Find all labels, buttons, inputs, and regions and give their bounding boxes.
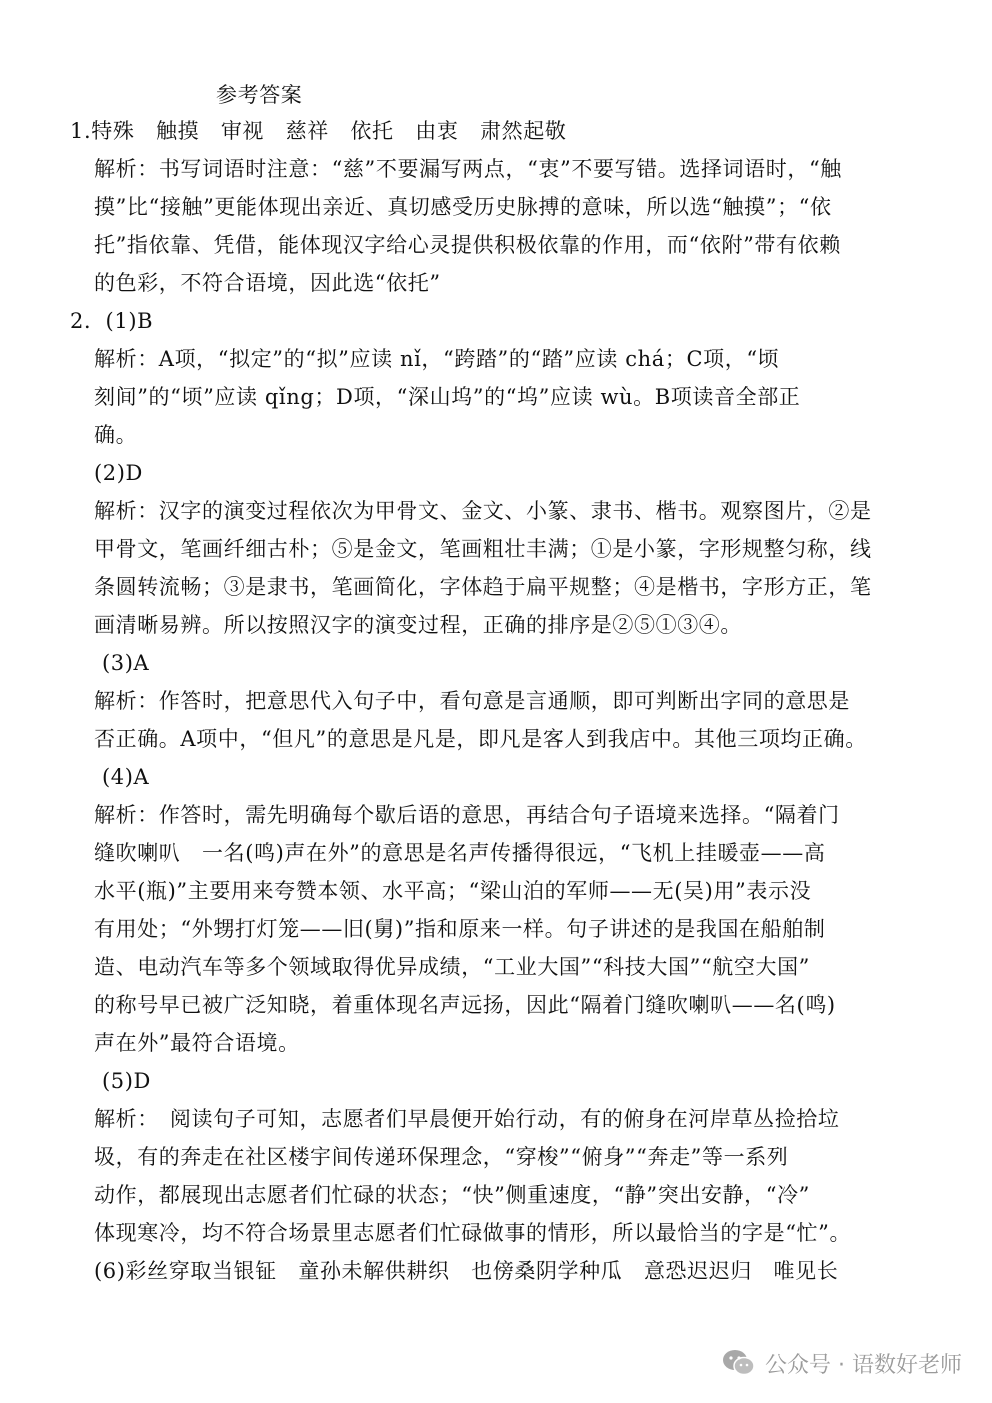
page-title: 参考答案 (216, 83, 303, 107)
text-line: 画清晰易辨。所以按照汉字的演变过程，正确的排序是②⑤①③④。 (94, 613, 742, 637)
text-line: 解析：汉字的演变过程依次为甲骨文、金文、小篆、隶书、楷书。观察图片，②是 (94, 499, 872, 523)
text-line: 缝吹喇叭 一名(鸣)声在外”的意思是名声传播得很远，“飞机上挂暖壶——高 (94, 841, 826, 865)
text-line: (4)A (102, 765, 150, 789)
text-line: (2)D (94, 461, 143, 485)
text-line: 解析： 阅读句子可知，志愿者们早晨便开始行动，有的俯身在河岸草丛捡拾垃 (94, 1107, 840, 1131)
text-line: 造、电动汽车等多个领域取得优异成绩，“工业大国”“科技大国”“航空大国” (94, 955, 811, 979)
watermark (721, 1346, 962, 1380)
text-line: 动作，都展现出志愿者们忙碌的状态；“快”侧重速度，“静”突出安静，“冷” (94, 1183, 811, 1207)
text-line: 托”指依靠、凭借，能体现汉字给心灵提供积极依靠的作用，而“依附”带有依赖 (94, 233, 841, 257)
text-line: 1.特殊 触摸 审视 慈祥 依托 由衷 肃然起敬 (70, 119, 567, 143)
text-line: 解析：作答时，需先明确每个歇后语的意思，再结合句子语境来选择。“隔着门 (94, 803, 840, 827)
text-line: 的色彩，不符合语境，因此选“依托” (94, 271, 441, 295)
text-line: 解析：书写词语时注意：“慈”不要漏写两点，“衷”不要写错。选择词语时，“触 (94, 157, 842, 181)
text-line: 解析：A项，“拟定”的“拟”应读 nǐ，“跨踏”的“踏”应读 chá；C项，“顷 (94, 347, 780, 371)
text-line: 刻间”的“顷”应读 qǐng；D项，“深山坞”的“坞”应读 wù。B项读音全部正 (94, 385, 801, 409)
text-line: 圾，有的奔走在社区楼宇间传递环保理念，“穿梭”“俯身”“奔走”等一系列 (94, 1145, 789, 1169)
text-line: 有用处；“外甥打灯笼——旧(舅)”指和原来一样。句子讲述的是我国在船舶制 (94, 917, 826, 941)
text-line: (6)彩丝穿取当银钲 童孙未解供耕织 也傍桑阴学种瓜 意恐迟迟归 唯见长 (94, 1259, 839, 1283)
text-line: 解析：作答时，把意思代入句子中，看句意是言通顺，即可判断出字同的意思是 (94, 689, 850, 713)
text-line: 声在外”最符合语境。 (94, 1031, 300, 1055)
text-line: (5)D (102, 1069, 151, 1093)
text-line: (3)A (102, 651, 150, 675)
text-line: 体现寒冷，均不符合场景里志愿者们忙碌做事的情形，所以最恰当的字是“忙”。 (94, 1221, 852, 1245)
text-line: 2．(1)B (70, 309, 154, 333)
text-line: 否正确。A项中，“但凡”的意思是凡是，即凡是客人到我店中。其他三项均正确。 (94, 727, 867, 751)
wechat-icon (721, 1348, 757, 1378)
text-line: 水平(瓶)”主要用来夸赞本领、水平高；“梁山泊的军师——无(吴)用”表示没 (94, 879, 812, 903)
text-line: 确。 (94, 423, 138, 447)
watermark-text: 公众号 · 语数好老师 (765, 1352, 962, 1378)
text-line: 甲骨文，笔画纤细古朴；⑤是金文，笔画粗壮丰满；①是小篆，字形规整匀称，线 (94, 537, 872, 561)
text-line: 条圆转流畅；③是隶书，笔画简化，字体趋于扁平规整；④是楷书，字形方正，笔 (94, 575, 872, 599)
text-line: 的称号早已被广泛知晓，着重体现名声远扬，因此“隔着门缝吹喇叭——名(鸣) (94, 993, 836, 1017)
text-line: 摸”比“接触”更能体现出亲近、真切感受历史脉搏的意味，所以选“触摸”；“依 (94, 195, 832, 219)
